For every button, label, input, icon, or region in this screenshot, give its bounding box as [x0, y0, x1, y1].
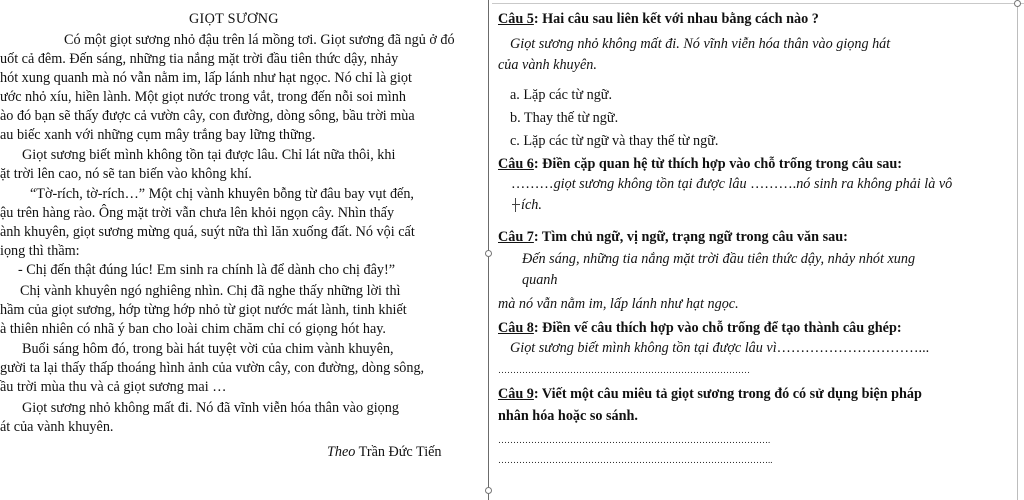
story-line: iọng thì thầm:: [0, 243, 80, 259]
question-5-option-a: a. Lặp các từ ngữ.: [510, 87, 613, 103]
story-line: ào đó bạn sẽ thấy được cả vườn cây, con đường, dòng sông, bầu trời mùa: [0, 108, 415, 124]
story-line: Có một giọt sương nhỏ đậu trên lá mồng tơi. Giọt sương đã ngủ ở đó: [64, 32, 455, 48]
question-9-number: Câu 9: [498, 386, 534, 402]
question-5-option-b: b. Thay thế từ ngữ.: [510, 110, 619, 126]
story-line: ầu trời mùa thu và cả giọt sương mai …: [0, 379, 227, 395]
story-line: ành khuyên, giọt sương mừng quá, suýt nữa thì lăn xuống đất. Nó vội cất: [0, 224, 415, 240]
story-source: [327, 444, 442, 461]
resize-handle-bottom[interactable]: [485, 487, 492, 494]
question-7-text: : Tìm chủ ngữ, vị ngữ, trạng ngữ trong câu văn sau:: [533, 229, 848, 245]
question-6-heading: [498, 156, 902, 173]
question-6-part-2: nó sinh ra không phải là vô: [796, 176, 953, 192]
question-5-number: Câu 5: [498, 11, 534, 27]
story-line: “Tờ-rích, tờ-rích…” Một chị vành khuyên bỗng từ đâu bay vụt đến,: [30, 186, 414, 202]
question-6-blank-2[interactable]: ……….: [746, 176, 797, 192]
story-title: GIỌT SƯƠNG: [189, 11, 279, 27]
source-author: Trần Đức Tiến: [358, 444, 442, 460]
story-line: - Chị đến thật đúng lúc! Em sinh ra chính là để dành cho chị đây!”: [18, 262, 396, 278]
source-prefix: Theo: [327, 444, 356, 460]
table-right-border: [1017, 4, 1018, 500]
question-5-quote: Giọt sương nhỏ không mất đi. Nó vĩnh viễn hóa thân vào giọng hát: [510, 36, 891, 52]
story-line: hầm của giọt sương, hớp từng hớp nhỏ từ giọt nước mát lành, tinh khiết: [0, 302, 407, 318]
question-8-heading: [498, 320, 902, 337]
story-line: Giọt sương nhỏ không mất đi. Nó đã vĩnh viễn hóa thân vào giọng: [22, 400, 399, 416]
table-top-border: [492, 3, 1024, 4]
question-8-number: Câu 8: [498, 320, 534, 336]
question-7-sentence: Đến sáng, những tia nắng mặt trời đầu tiên thức dậy, nhảy nhót xung: [522, 251, 916, 267]
question-5-option-c: c. Lặp các từ ngữ và thay thế từ ngữ.: [510, 133, 719, 149]
question-8-prompt-text: Giọt sương biết mình không tồn tại được lâu vì: [510, 340, 777, 356]
question-6-text: : Điền cặp quan hệ từ thích hợp vào chỗ trống trong câu sau:: [533, 156, 902, 172]
question-6-number: Câu 6: [498, 156, 534, 172]
story-line: à thiên nhiên có nhã ý ban cho loài chim chăm chỉ có giọng hót hay.: [0, 321, 386, 337]
question-6-blank-1[interactable]: ………: [511, 176, 554, 192]
resize-handle-middle[interactable]: [485, 250, 492, 257]
story-line: au biếc xanh với những cụm mây trắng bay lững thững.: [0, 127, 316, 143]
question-9-answer-line[interactable]: ………………………………………………………………………………..: [498, 455, 773, 465]
question-8-answer-line[interactable]: …………………………………………………………………………: [498, 365, 750, 375]
question-8-prompt: [510, 340, 929, 357]
question-7-sentence: quanh: [522, 272, 558, 288]
story-line: ậu trên hàng rào. Ông mặt trời vẫn chưa lên khỏi ngọn cây. Nhìn thấy: [0, 205, 395, 221]
story-line: ước nhỏ xíu, hiền lành. Một giọt nước trong vắt, trong đến nỗi soi mình: [0, 89, 406, 105]
question-7-heading: [498, 229, 848, 246]
question-6-part-1: giọt sương không tồn tại được lâu: [553, 176, 747, 192]
story-line: hót xung quanh mà nó vẫn nằm im, lấp lánh như hạt ngọc. Nó chỉ là giọt: [0, 70, 412, 86]
question-9-answer-line[interactable]: ……………………………………………………………………………….: [498, 435, 771, 445]
story-line: Buổi sáng hôm đó, trong bài hát tuyệt vời của chim vành khuyên,: [22, 341, 394, 357]
question-8-text: : Điền vế câu thích hợp vào chỗ trống để tạo thành câu ghép:: [533, 320, 902, 336]
resize-handle-top[interactable]: [1014, 0, 1021, 7]
story-line: uốt cả đêm. Đến sáng, những tia nắng mặt trời đầu tiên thức dậy, nhảy: [0, 51, 399, 67]
question-6-line-2: ích.: [521, 197, 542, 213]
question-5-heading: [498, 11, 819, 28]
question-7-sentence: mà nó vẫn nằm im, lấp lánh như hạt ngọc.: [498, 296, 739, 312]
text-cursor-icon: [512, 198, 520, 212]
story-line: ặt trời lên cao, nó sẽ tan biến vào không khí.: [0, 166, 252, 182]
story-line: Giọt sương biết mình không tồn tại được lâu. Chỉ lát nữa thôi, khi: [22, 147, 396, 163]
question-6-sentence: [511, 176, 952, 193]
question-8-blank[interactable]: …………………………...: [776, 340, 930, 356]
story-line: gười ta lại thấy thấp thoáng hình ảnh của vườn cây, con đường, dòng sông,: [0, 360, 425, 376]
question-9-heading: [498, 386, 922, 403]
story-line: át của vành khuyên.: [0, 419, 114, 435]
question-5-text: : Hai câu sau liên kết với nhau bằng cách nào ?: [533, 11, 819, 27]
story-line: Chị vành khuyên ngó nghiêng nhìn. Chị đã nghe thấy những lời thì: [20, 283, 401, 299]
question-5-quote: của vành khuyên.: [498, 57, 597, 73]
question-7-number: Câu 7: [498, 229, 534, 245]
question-9-text-2: nhân hóa hoặc so sánh.: [498, 408, 638, 424]
question-9-text: : Viết một câu miêu tả giọt sương trong đó có sử dụng biện pháp: [533, 386, 922, 402]
